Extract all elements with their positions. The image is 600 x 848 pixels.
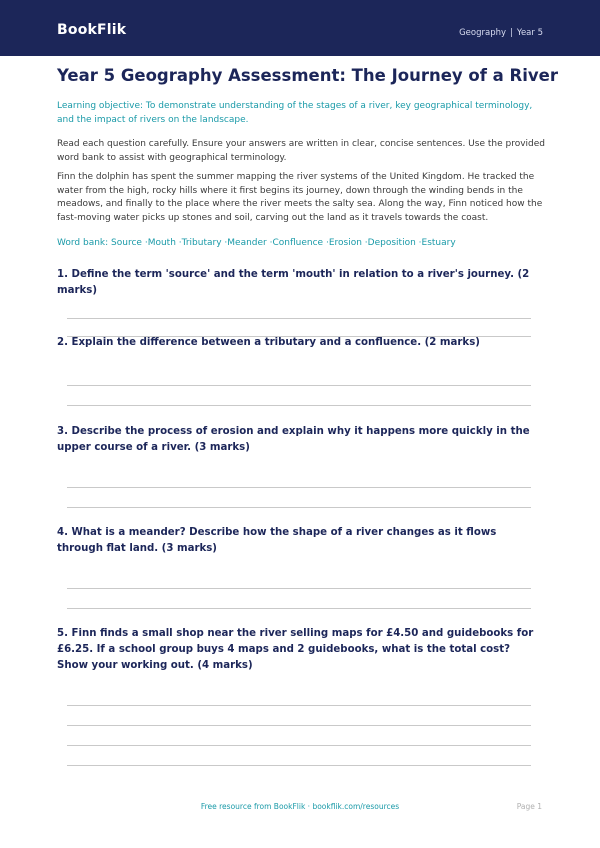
year-label: Year 5	[516, 28, 543, 38]
page-number: Page 1	[516, 802, 542, 811]
answer-line[interactable]	[67, 487, 531, 488]
answer-line[interactable]	[67, 725, 531, 726]
word-bank-item: · Deposition	[362, 238, 416, 248]
word-bank-item: · Mouth	[142, 238, 176, 248]
answer-line[interactable]	[67, 588, 531, 589]
answer-line[interactable]	[67, 765, 531, 766]
question-1: 1. Define the term 'source' and the term 'mouth' in relation to a river's journey. (2 marks)	[57, 269, 530, 296]
word-bank-item: · Confluence	[267, 238, 323, 248]
question-4: 4. What is a meander? Describe how the shape of a river changes as it flows through flat land. (3 marks)	[57, 527, 497, 554]
question-5: 5. Finn finds a small shop near the river selling maps for £4.50 and guidebooks for £6.25. If a school group buys 4 maps and 2 guidebooks, what is the total cost? Show your working out. (4 marks)	[57, 628, 534, 671]
answer-line[interactable]	[67, 608, 531, 609]
learning-objective: Learning objective: To demonstrate understanding of the stages of a river, key geographical terminology, and the impact of rivers on the landscape.	[57, 101, 533, 125]
answer-line[interactable]	[67, 745, 531, 746]
answer-line[interactable]	[67, 705, 531, 706]
subject-label: Geography	[459, 28, 507, 38]
answer-line[interactable]	[67, 507, 531, 508]
site-header	[0, 0, 600, 56]
word-bank-item: Source	[111, 238, 142, 248]
footer-link[interactable]: Free resource from BookFlik · bookflik.com/resources	[200, 802, 400, 811]
word-bank-label: Word bank:	[57, 238, 109, 248]
separator: |	[510, 28, 513, 38]
answer-line[interactable]	[67, 385, 531, 386]
word-bank-item: · Erosion	[323, 238, 362, 248]
subject-year-label	[459, 28, 543, 38]
answer-line[interactable]	[67, 405, 531, 406]
word-bank-item: · Meander	[222, 238, 267, 248]
word-bank	[57, 237, 547, 251]
instructions: Read each question carefully. Ensure your answers are written in clear, concise sentences. Use the provided word bank to assist with geographical terminology.	[57, 139, 545, 163]
story-passage: Finn the dolphin has spent the summer mapping the river systems of the United Kingdom. He tracked the water from the high, rocky hills where it first begins its journey, down through the winding bends in the meadows, and finally to the place where the river meets the salty sea. Along the way, Finn noticed how the fast-moving water picks up stones and soil, carving out the land as it travels towards the coast.	[57, 172, 543, 223]
word-bank-item: · Tributary	[176, 238, 222, 248]
answer-line[interactable]	[67, 318, 531, 319]
question-3: 3. Describe the process of erosion and explain why it happens more quickly in the upper course of a river. (3 marks)	[57, 426, 530, 453]
page-title: Year 5 Geography Assessment: The Journey of a River	[57, 66, 558, 85]
word-bank-item: · Estuary	[416, 238, 456, 248]
brand-logo[interactable]: BookFlik	[57, 22, 127, 38]
question-2: 2. Explain the difference between a tributary and a confluence. (2 marks)	[57, 337, 480, 348]
